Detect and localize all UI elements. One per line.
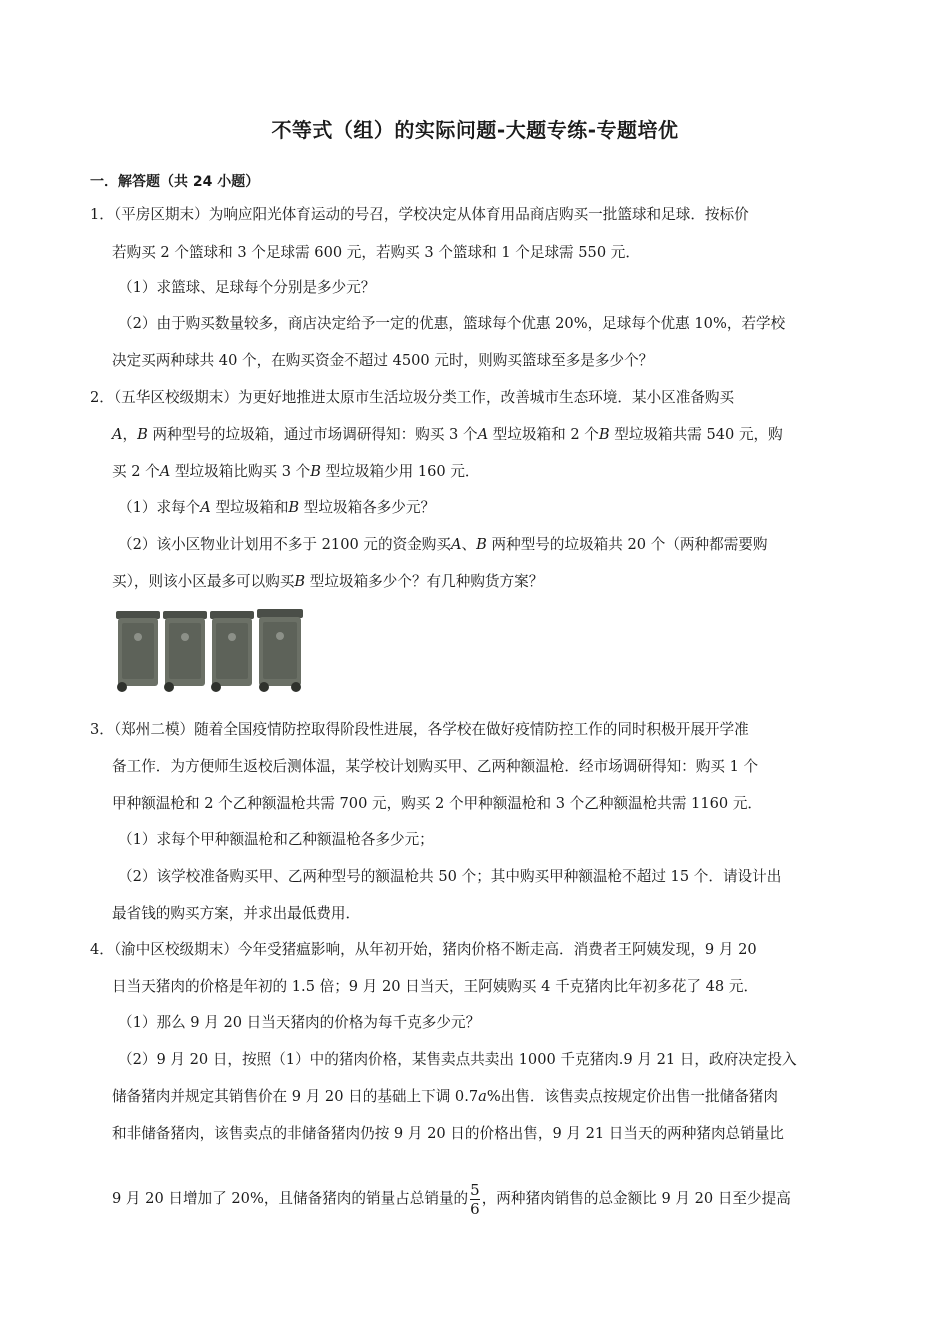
q2-var: B	[476, 536, 487, 553]
q3-line-2: 备工作．为方便师生返校后测体温，某学校计划购买甲、乙两种额温枪．经市场调研得知：购买 1 个	[112, 758, 759, 775]
q2-var: A	[200, 499, 211, 516]
q2-line-3	[112, 462, 480, 482]
trash-bin-4	[257, 609, 303, 692]
q1-sub-1: （1）求篮球、足球每个分别是多少元？	[118, 279, 376, 296]
q2-var: B	[137, 426, 148, 443]
q2-text: 、	[461, 536, 477, 553]
q2-line-2	[112, 425, 783, 445]
q2-text: 型垃圾箱少用 160 元．	[321, 463, 480, 480]
q2-var: B	[310, 463, 321, 480]
q4-sub-2b	[112, 1087, 778, 1107]
q2-line-1: 2．（五华区校级期末）为更好地推进太原市生活垃圾分类工作，改善城市生态环境．某小区准备购买	[90, 389, 735, 406]
q1-sub-2a: （2）由于购买数量较多，商店决定给予一定的优惠，篮球每个优惠 20%，足球每个优惠 10%，若学校	[118, 315, 786, 332]
q4-sub-1: （1）那么 9 月 20 日当天猪肉的价格为每千克多少元？	[118, 1014, 481, 1031]
trash-bin-3	[210, 611, 254, 692]
q2-text: 两种型号的垃圾箱，通过市场调研得知：购买 3 个	[147, 426, 478, 443]
q3-sub-2a: （2）该学校准备购买甲、乙两种型号的额温枪共 50 个；其中购买甲种额温枪不超过 15 个．请设计出	[118, 868, 782, 885]
q1-line-1: 1．（平房区期末）为响应阳光体育运动的号召，学校决定从体育用品商店购买一批篮球和足球．按标价	[90, 206, 749, 223]
q2-var: B	[288, 499, 300, 516]
trash-bins-image	[114, 607, 308, 693]
q2-text: 型垃圾箱和 2 个	[488, 426, 599, 443]
q4-sub-2c: 和非储备猪肉，该售卖点的非储备猪肉仍按 9 月 20 日的价格出售，9 月 21 日当天的两种猪肉总销量比	[112, 1125, 784, 1142]
q2-text: 两种型号的垃圾箱共 20 个（两种都需要购	[486, 536, 768, 553]
q2-var: A	[451, 536, 462, 553]
q2-var: A	[477, 426, 489, 443]
q2-text: 型垃圾箱多少个？有几种购货方案？	[305, 573, 544, 590]
q2-text: 型垃圾箱和	[210, 499, 289, 516]
q2-sub-2a	[118, 535, 767, 555]
q2-text: 买 2 个	[112, 463, 160, 480]
q4-sub-2a: （2）9 月 20 日，按照（1）中的猪肉价格，某售卖点共卖出 1000 千克猪肉.9 月 21 日，政府决定投入	[118, 1051, 797, 1068]
q3-line-1: 3．（郑州二模）随着全国疫情防控取得阶段性进展，各学校在做好疫情防控工作的同时积极开展开学准	[90, 721, 749, 738]
q2-text: 型垃圾箱共需 540 元，购	[609, 426, 783, 443]
q4-sub-2d	[112, 1176, 791, 1222]
q4-var: a	[478, 1088, 487, 1105]
q2-sub-1	[118, 498, 435, 518]
q2-text: ，	[122, 426, 138, 443]
q2-text: （1）求每个	[118, 499, 201, 516]
q2-text: 买），则该小区最多可以购买	[112, 573, 295, 590]
q4-text: ，两种猪肉销售的总金额比 9 月 20 日至少提高	[481, 1190, 791, 1207]
q2-var: A	[112, 426, 123, 443]
page-title: 不等式（组）的实际问题-大题专练-专题培优	[271, 118, 679, 142]
q2-text: （2）该小区物业计划用不多于 2100 元的资金购买	[118, 536, 451, 553]
q4-text: %出售．该售卖点按规定价出售一批储备猪肉	[486, 1088, 778, 1105]
q3-sub-2b: 最省钱的购买方案，并求出最低费用．	[112, 905, 361, 922]
q2-sub-2b	[112, 572, 543, 592]
trash-bin-1	[116, 611, 160, 692]
q1-sub-2b: 决定买两种球共 40 个，在购买资金不超过 4500 元时，则购买篮球至多是多少个？	[112, 352, 654, 369]
q1-line-2: 若购买 2 个篮球和 3 个足球需 600 元，若购买 3 个篮球和 1 个足球需 550 元．	[112, 244, 640, 261]
trash-bin-2	[163, 611, 207, 692]
q2-var: B	[294, 573, 306, 590]
section-heading: 一．解答题（共 24 小题）	[90, 174, 260, 190]
fraction	[470, 1181, 480, 1218]
q4-line-2: 日当天猪肉的价格是年初的 1.5 倍；9 月 20 日当天，王阿姨购买 4 千克猪肉比年初多花了 48 元．	[112, 978, 759, 995]
q4-text: 储备猪肉并规定其销售价在 9 月 20 日的基础上下调 0.7	[112, 1088, 479, 1105]
q2-text: 型垃圾箱比购买 3 个	[170, 463, 311, 480]
q3-sub-1: （1）求每个甲种额温枪和乙种额温枪各多少元；	[118, 831, 434, 848]
fraction-denominator: 6	[470, 1199, 480, 1218]
q4-text: 9 月 20 日增加了 20%，且储备猪肉的销量占总销量的	[112, 1190, 469, 1207]
q2-var: B	[598, 426, 610, 443]
q2-var: A	[159, 463, 171, 480]
q2-text: 型垃圾箱各多少元？	[299, 499, 436, 516]
q4-line-1: 4．（渝中区校级期末）今年受猪瘟影响，从年初开始，猪肉价格不断走高．消费者王阿姨发现，9 月 20	[90, 941, 757, 958]
fraction-numerator: 5	[470, 1180, 480, 1199]
q3-line-3: 甲种额温枪和 2 个乙种额温枪共需 700 元，购买 2 个甲种额温枪和 3 个乙种额温枪共需 1160 元．	[112, 795, 763, 812]
